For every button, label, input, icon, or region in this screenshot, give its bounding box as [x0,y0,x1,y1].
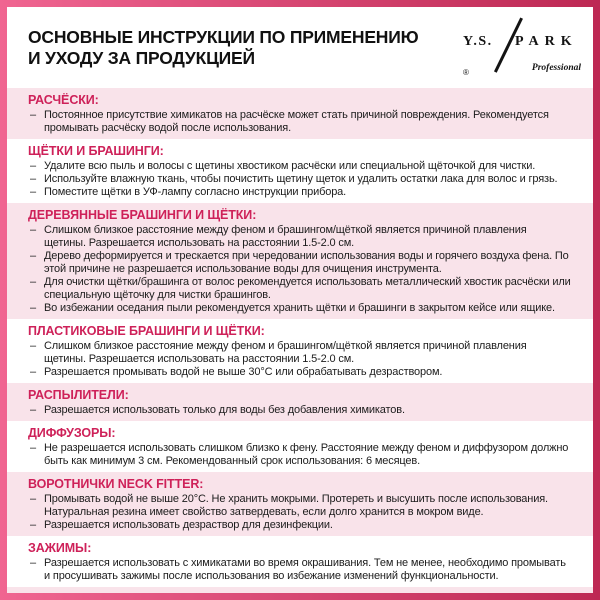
bullet-list [28,557,571,583]
section-heading: ПЛАСТИКОВЫЕ БРАШИНГИ И ЩЁТКИ: [28,324,265,338]
section-clips [7,536,593,587]
logo-text-park: PARK [515,34,578,49]
bullet-item: – Дерево деформируется и трескается при чередовании использования воды и горячего воздуха фена. По этой причине не разрешается использование воды для очищения инструмента. [28,250,571,276]
section-heading: ДИФФУЗОРЫ: [28,426,116,440]
section-heading: ЩЁТКИ И БРАШИНГИ: [28,144,164,158]
section-neck-fitter [7,472,593,536]
bullet-item: – Разрешается промывать водой не выше 30°C или обрабатывать дезраствором. [28,366,571,379]
section-wooden-brushes [7,203,593,319]
brand-logo [463,17,581,77]
bullet-item: – Используйте влажную ткань, чтобы почистить щетину щеток и удалить остатки лака для волос и грязь. [28,173,571,186]
bullet-list [28,109,571,135]
section-heading: РАСПЫЛИТЕЛИ: [28,388,129,402]
bullet-item: – Поместите щётки в УФ-лампу согласно инструкции прибора. [28,186,571,199]
bullet-list [28,442,571,468]
bullet-list [28,493,571,532]
section-diffusers [7,421,593,472]
section-combs [7,88,593,139]
bullet-item: – Во избежании оседания пыли рекомендуется хранить щётки и брашинги в закрытом кейсе или ящике. [28,302,571,315]
bullet-item: – Слишком близкое расстояние между феном и брашингом/щёткой является причиной плавления щетины. Разрешается использовать на расстоянии 1.5-2.0 см. [28,340,571,366]
bullet-item: – Разрешается использовать дезраствор для дезинфекции. [28,519,571,532]
bullet-item: – Постоянное присутствие химикатов на расчёске может стать причиной повреждения. Рекомендуется промывать расчёску водой после использования. [28,109,571,135]
section-heading: ВОРОТНИЧКИ NECK FITTER: [28,477,204,491]
header [7,7,593,88]
bullet-item: – Для очистки щётки/брашинга от волос рекомендуется использовать металлический хвостик расчёски или специальную щёточку для чистки брашингов. [28,276,571,302]
bullet-list [28,160,571,199]
section-sprayers [7,383,593,421]
bullet-list [28,404,571,417]
bullet-list [28,340,571,379]
registered-trademark-icon: ® [463,68,469,77]
page-title-line-2: И УХОДУ ЗА ПРОДУКЦИЕЙ [28,48,255,68]
section-heading: ДЕРЕВЯННЫЕ БРАШИНГИ И ЩЁТКИ: [28,208,257,222]
content-area [7,7,593,593]
bullet-list [28,224,571,315]
bullet-item: – Промывать водой не выше 20°C. Не хранить мокрыми. Протереть и высушить после использования. Натуральная резина имеет свойство затвердевать, если долго хранится в мокром виде. [28,493,571,519]
bullet-item: – Разрешается использовать только для воды без добавления химикатов. [28,404,571,417]
bullet-item: – Слишком близкое расстояние между феном и брашингом/щёткой является причиной плавления щетины. Разрешается использовать на расстоянии 1.5-2.0 см. [28,224,571,250]
logo-text-ys: Y.S. [463,34,493,49]
bullet-item: – Не разрешается использовать слишком близко к фену. Расстояние между феном и диффузором должно быть как минимум 3 см. Рекомендованный срок использования: 6 месяцев. [28,442,571,468]
bullet-item: – Разрешается использовать с химикатами во время окрашивания. Тем не менее, необходимо промывать и просушивать зажимы после использования во избежание изменений функциональности. [28,557,571,583]
section-heading: ЗАЖИМЫ: [28,541,92,555]
section-plastic-brushes [7,319,593,383]
logo-subtitle: Professional [531,63,581,73]
section-brushes [7,139,593,203]
section-heading: РАСЧЁСКИ: [28,93,99,107]
bullet-item: – Удалите всю пыль и волосы с щетины хвостиком расчёски или специальной щёточкой для чистки. [28,160,571,173]
page-title-line-1: ОСНОВНЫЕ ИНСТРУКЦИИ ПО ПРИМЕНЕНИЮ [28,27,419,47]
